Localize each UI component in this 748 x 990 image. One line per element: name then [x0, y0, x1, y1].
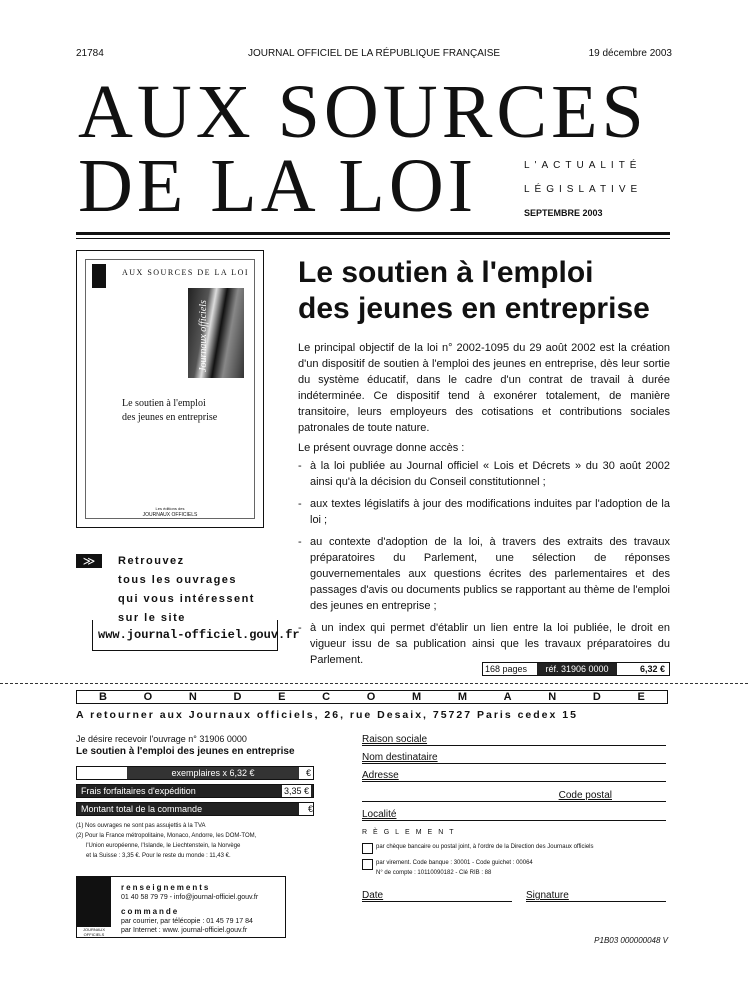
banner-letter: M: [457, 691, 467, 703]
address-label: Adresse: [362, 770, 399, 781]
masthead-line2: DE LA LOI: [78, 144, 478, 228]
postcode-field[interactable]: [362, 790, 666, 802]
masthead-tag2: LÉGISLATIVE: [524, 184, 643, 195]
note2: (2) Pour la France métropolitaine, Monaco, Andorre, les DOM-TOM,: [76, 833, 257, 839]
address-field[interactable]: [362, 770, 666, 782]
cover-footer2: JOURNAUX OFFICIELS: [142, 512, 198, 518]
banner-letter: A: [503, 691, 512, 703]
cut-line: [0, 683, 748, 684]
payment-heading: RÈGLEMENT: [362, 829, 460, 836]
document-code: P1B03 000000048 V: [594, 936, 668, 945]
recipient-label: Nom destinataire: [362, 752, 438, 763]
city-field[interactable]: [362, 809, 666, 821]
article-title1: Le soutien à l'emploi: [298, 256, 594, 289]
info-line: 01 40 58 79 79 - info@journal-officiel.gouv.fr: [121, 894, 259, 901]
company-field[interactable]: [362, 734, 666, 746]
transfer-label: par virement. Code banque : 30001 - Code guichet : 00064: [376, 860, 533, 866]
banner-letter: E: [637, 691, 645, 703]
return-address: A retourner aux Journaux officiels, 26, rue Desaix, 75727 Paris cedex 15: [76, 709, 578, 721]
date-field[interactable]: [362, 890, 512, 902]
book-cover: [76, 250, 264, 528]
cover-artwork: [188, 288, 244, 378]
promo-line3: qui vous intéressent: [118, 593, 255, 605]
cheque-label: par chèque bancaire ou postal joint, à l'ordre de la Direction des Journaux officiels: [376, 844, 594, 850]
promo-line1: Retrouvez: [118, 555, 185, 567]
masthead-line1: AUX SOURCES: [78, 70, 648, 154]
shipping-value: 3,35 €: [283, 786, 309, 796]
cover-series: AUX SOURCES DE LA LOI: [122, 268, 250, 277]
shipping-row: [76, 784, 314, 798]
banner-letter: D: [592, 691, 601, 703]
masthead-tag1: L'ACTUALITÉ: [524, 160, 642, 171]
promo-line4: sur le site: [118, 612, 186, 624]
quantity-field[interactable]: [76, 766, 314, 780]
access-item: - à la loi publiée au Journal officiel « Lois et Décrets » du 30 août 2002 ainsi qu'à la décision du Conseil constitutionnel ;: [298, 458, 670, 490]
cover-title1: Le soutien à l'emploi: [122, 398, 206, 409]
city-label: Localité: [362, 809, 397, 820]
order-wish: Je désire recevoir l'ouvrage n° 31906 0000: [76, 734, 247, 744]
banner-letter: C: [322, 691, 331, 703]
postcode-label: Code postal: [558, 790, 612, 801]
arrow-icon: ≫: [76, 554, 102, 568]
note1: (1) Nos ouvrages ne sont pas assujettis à la TVA: [76, 823, 206, 829]
date-label: Date: [362, 890, 384, 901]
order-form-banner: [76, 690, 668, 704]
logo-text: JOURNAUX OFFICIELS: [77, 927, 111, 937]
masthead-rule: [76, 232, 670, 235]
access-item: - au contexte d'adoption de la loi, à travers des extraits des travaux préparatoires du Parlement, une sélection de réponses gouvernementales aux questions écrites des parlementaires et des passages d'avis ou documents publics se rapportant au thème de l'emploi des jeunes en entreprise ;: [298, 534, 670, 614]
journal-title: JOURNAL OFFICIEL DE LA RÉPUBLIQUE FRANÇAISE: [247, 48, 501, 59]
banner-letter: B: [99, 691, 107, 703]
euro-sign: €: [305, 768, 311, 778]
euro-sign: €: [299, 803, 313, 815]
banner-letter: N: [188, 691, 197, 703]
access-list: [298, 458, 670, 674]
banner-letter: D: [233, 691, 242, 703]
publisher-logo-icon: [92, 264, 106, 288]
order-heading: commande: [121, 907, 180, 916]
page-count: 168 pages: [485, 664, 528, 674]
shipping-label: Frais forfaitaires d'expédition: [81, 786, 196, 796]
article-intro: Le principal objectif de la loi n° 2002-1095 du 29 août 2002 est la création d'un dispositif de soutien à l'emploi des jeunes en entreprise, dès leur sortie du système éducatif, dans le cadre d'un contrat de travail à durée indéterminée. Ce dispositif tend à exonérer totalement, de manière transitoire, leurs employeurs des cotisations et contributions sociales patronales de toute nature.: [298, 342, 670, 434]
banner-letter: N: [548, 691, 557, 703]
account-number: N° de compte : 10110090182 - Clé RIB : 88: [376, 870, 492, 876]
signature-field[interactable]: [526, 890, 666, 902]
article-title2: des jeunes en entreprise: [298, 292, 650, 325]
note4: et la Suisse : 3,35 €. Pour le reste du monde : 11,43 €.: [86, 853, 231, 859]
banner-letter: E: [278, 691, 286, 703]
cover-footer1: Les éditions des: [155, 506, 185, 511]
note3: l'Union européenne, l'Islande, le Liechtenstein, la Norvège: [86, 843, 241, 849]
contact-box: [76, 876, 286, 938]
website-link[interactable]: www.journal-officiel.gouv.fr: [98, 628, 300, 642]
reference: réf. 31906 0000: [537, 663, 617, 675]
masthead-rule-thin: [76, 238, 670, 239]
page-number: 21784: [76, 48, 104, 59]
price: 6,32 €: [639, 664, 665, 674]
access-item: - aux textes législatifs à jour des modifications induites par l'adoption de la loi ;: [298, 496, 670, 528]
info-heading: renseignements: [121, 883, 211, 892]
order-book: Le soutien à l'emploi des jeunes en entreprise: [76, 746, 295, 757]
masthead-tag3: SEPTEMBRE 2003: [524, 208, 603, 218]
signature-label: Signature: [526, 890, 569, 901]
quantity-label: exemplaires x 6,32 €: [127, 767, 299, 779]
price-strip: [482, 662, 670, 676]
cover-spine: Journaux officiels: [198, 300, 209, 372]
access-item: - à un index qui permet d'établir un lien entre la loi publiée, le droit en vigueur issu de sa publication ainsi que les travaux préparatoires du Parlement.: [298, 620, 670, 668]
total-label: Montant total de la commande: [81, 804, 203, 814]
article-access: Le présent ouvrage donne accès :: [298, 442, 465, 454]
transfer-checkbox[interactable]: [362, 859, 373, 870]
banner-letter: O: [143, 691, 153, 703]
recipient-field[interactable]: [362, 752, 666, 764]
internet-line: par Internet : www. journal-officiel.gouv.fr: [121, 927, 248, 934]
cheque-checkbox[interactable]: [362, 843, 373, 854]
banner-letter: O: [366, 691, 376, 703]
company-label: Raison sociale: [362, 734, 428, 745]
promo-line2: tous les ouvrages: [118, 574, 238, 586]
banner-letter: M: [411, 691, 422, 703]
fax-line: par courrier, par télécopie : 01 45 79 17 84: [121, 918, 253, 925]
cover-title2: des jeunes en entreprise: [122, 412, 218, 423]
total-field[interactable]: [76, 802, 314, 816]
issue-date: 19 décembre 2003: [588, 48, 672, 59]
